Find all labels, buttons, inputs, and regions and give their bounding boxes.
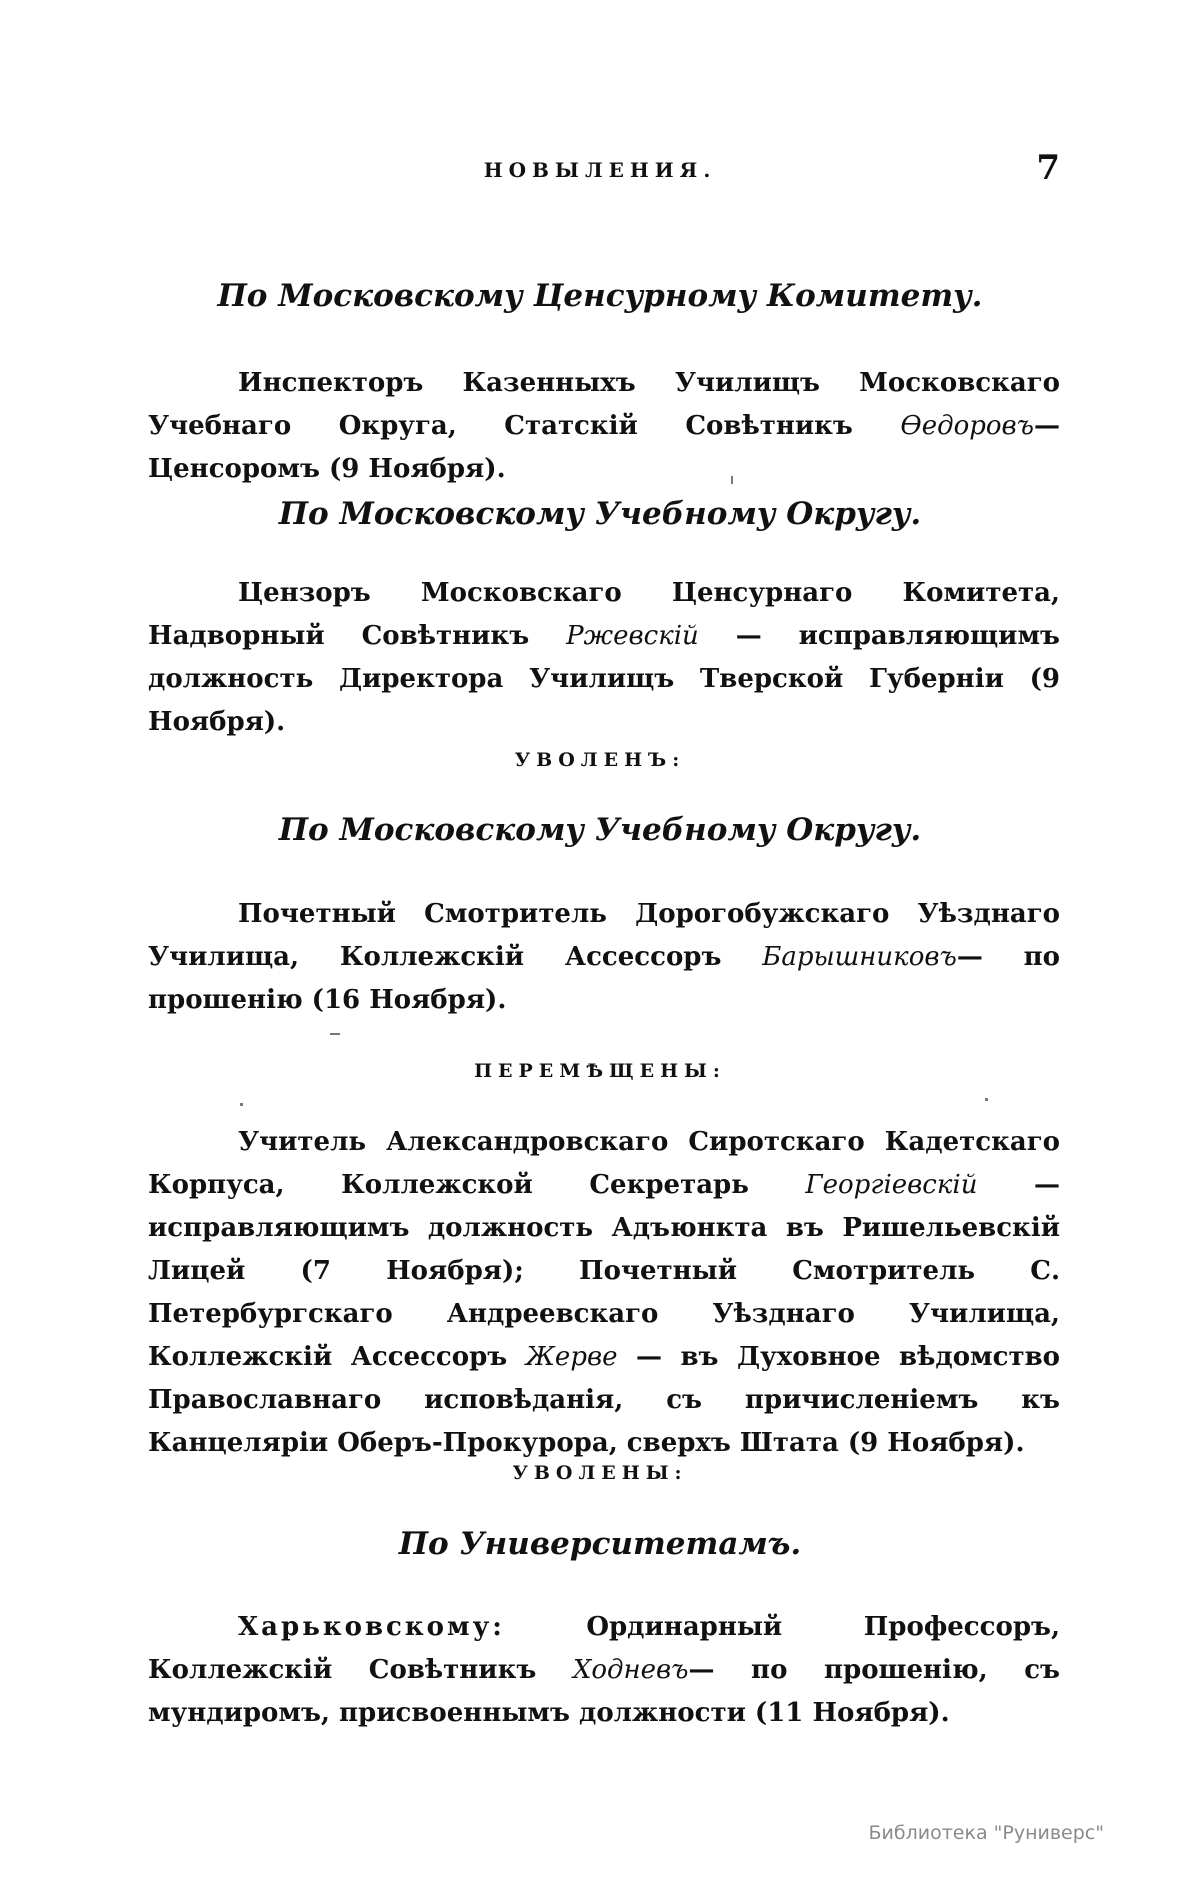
person-name: Өедоровъ <box>900 411 1034 441</box>
paragraph-georgievsky-zherve <box>148 1121 1060 1465</box>
library-watermark: Библиотека "Руниверс" <box>868 1822 1104 1844</box>
paragraph-text: Цензоръ Московскаго Ценсурнаго Комитета, Надворный Совѣтникъ <box>148 578 1060 651</box>
paragraph-rzhevsky <box>148 572 1060 744</box>
paragraph-khodnev <box>148 1606 1060 1735</box>
paragraph-baryshnikov <box>148 893 1060 1022</box>
paragraph-text: — въ Духовное вѣдомство Православнаго исповѣданія, съ причисленіемъ къ Канцеляріи Оберъ-Прокурора, сверхъ Штата (9 Ноября). <box>148 1342 1060 1458</box>
running-head: НОВЫЛЕНИЯ. <box>483 158 717 182</box>
section-heading-moscow-district-2: По Московскому Учебному Округу. <box>278 812 922 848</box>
print-speck <box>240 1103 243 1106</box>
section-heading-moscow-district: По Московскому Учебному Округу. <box>278 496 922 532</box>
paragraph-text: Учитель Александровскаго Сиротскаго Кадетскаго Корпуса, Коллежской Секретарь <box>148 1127 1060 1200</box>
subheading-dismissed-singular: УВОЛЕНЪ: <box>514 749 686 771</box>
paragraph-text: — Ценсоромъ (9 Ноября). <box>148 411 1060 484</box>
paragraph-fedorov <box>148 362 1060 491</box>
paragraph-text: — по прошенію (16 Ноября). <box>148 942 1060 1015</box>
person-name: Георгіевскій <box>805 1170 978 1200</box>
print-speck <box>985 1098 988 1101</box>
person-name: Жерве <box>525 1342 618 1372</box>
print-speck <box>731 476 733 484</box>
section-heading-universities: По Университетамъ. <box>398 1526 802 1562</box>
paragraph-text: — по прошенію, съ мундиромъ, присвоеннымъ должности (11 Ноября). <box>148 1655 1060 1728</box>
person-name: Ходневъ <box>572 1655 689 1685</box>
subheading-dismissed-plural: УВОЛЕНЫ: <box>512 1462 688 1484</box>
paragraph-text: — исправляющимъ должность Адъюнкта въ Ришельевскій Лицей (7 Ноября); Почетный Смотритель С. Петербургскаго Андреевскаго Уѣзднаго Училища, Коллежскій Ассессоръ <box>148 1170 1060 1372</box>
subheading-transferred: ПЕРЕМѢЩЕНЫ: <box>474 1060 726 1082</box>
paragraph-text: Ординарный Профессоръ, Коллежскій Совѣтникъ <box>148 1612 1060 1685</box>
paragraph-text: Почетный Смотритель Дорогобужскаго Уѣзднаго Училища, Коллежскій Ассессоръ <box>148 899 1060 972</box>
paragraph-text: — исправляющимъ должность Директора Училищъ Тверской Губерніи (9 Ноября). <box>148 621 1060 737</box>
page-number: 7 <box>1036 148 1060 188</box>
person-name: Барышниковъ <box>762 942 957 972</box>
print-speck <box>330 1033 340 1035</box>
person-name: Ржевскій <box>566 621 699 651</box>
section-heading-censorship-committee: По Московскому Ценсурному Комитету. <box>217 278 983 314</box>
paragraph-lead: Харьковскому: <box>238 1612 505 1642</box>
paragraph-text: Инспекторъ Казенныхъ Училищъ Московскаго Учебнаго Округа, Статскій Совѣтникъ <box>148 368 1060 441</box>
